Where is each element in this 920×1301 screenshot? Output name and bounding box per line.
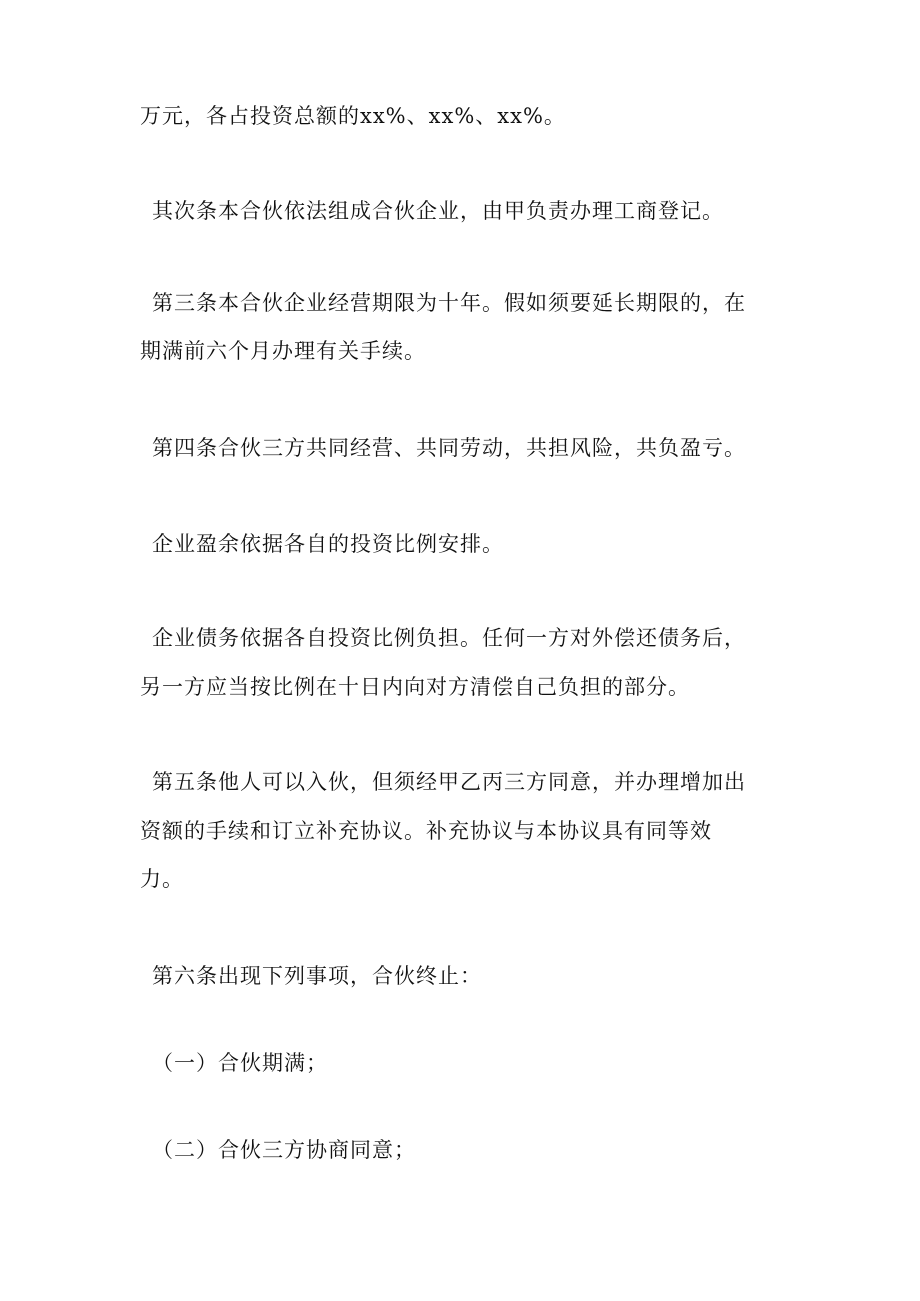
text-line: 力。	[140, 867, 184, 891]
text-line: 另一方应当按比例在十日内向对方清偿自己负担的部分。	[140, 675, 690, 699]
text-line: 期满前六个月办理有关手续。	[140, 339, 426, 363]
text-line: 企业债务依据各自投资比例负担。任何一方对外偿还债务后，	[152, 626, 746, 650]
text-line: 企业盈余依据各自的投资比例安排。	[152, 532, 504, 556]
text-line: 资额的手续和订立补充协议。补充协议与本协议具有同等效	[140, 819, 712, 843]
text-line: 第六条出现下列事项，合伙终止：	[152, 964, 482, 988]
text-line: 第五条他人可以入伙，但须经甲乙丙三方同意，并办理增加出	[152, 770, 746, 794]
text-line: 第四条合伙三方共同经营、共同劳动，共担风险，共负盈亏。	[152, 436, 746, 460]
text-line: 万元，各占投资总额的xx%、xx%、xx%。	[140, 104, 566, 128]
text-line: 第三条本合伙企业经营期限为十年。假如须要延长期限的，在	[152, 291, 746, 315]
text-line: 其次条本合伙依法组成合伙企业，由甲负责办理工商登记。	[152, 199, 724, 223]
text-line: （一）合伙期满；	[152, 1051, 328, 1075]
text-line: （二）合伙三方协商同意；	[152, 1138, 416, 1162]
